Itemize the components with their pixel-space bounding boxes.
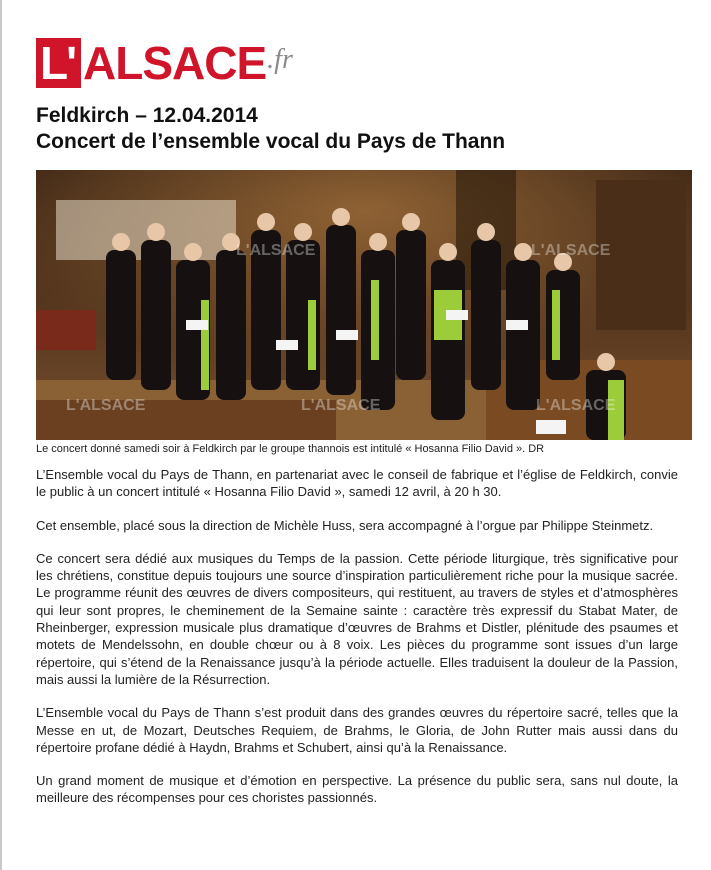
- logo-suffix: .fr: [267, 44, 293, 75]
- photo-watermark: L'ALSACE: [301, 397, 381, 414]
- photo-watermark: L'ALSACE: [531, 242, 611, 259]
- article-body: [36, 466, 678, 823]
- article-paragraph: Un grand moment de musique et d’émotion en perspective. La présence du public sera, sans nul doute, la meilleure des récompenses pour ces choristes passionnés.: [36, 773, 678, 806]
- photo-watermark: L'ALSACE: [236, 242, 316, 259]
- choir-photo: [36, 170, 692, 440]
- article-headline: [36, 103, 686, 155]
- headline-title: Concert de l’ensemble vocal du Pays de Thann: [36, 130, 506, 153]
- headline-place-date: Feldkirch – 12.04.2014: [36, 104, 258, 127]
- photo-watermark: L'ALSACE: [536, 397, 616, 414]
- article-paragraph: Ce concert sera dédié aux musiques du Temps de la passion. Cette période liturgique, très significative pour les chrétiens, constitue depuis toujours une source d’inspiration particulièrement riche pour la musique sacrée. Le programme réunit des œuvres de divers compositeurs, qui restituent, au travers de styles et d’atmosphères qui leur sont propres, le cheminement de la Semaine sainte : caractère très expressif du Stabat Mater, de Rheinberger, expression musicale plus dramatique d’œuvres de Brahms et Distler, plénitude des psaumes et motets de Mendelssohn, en double chœur ou à 8 voix. Les pièces du programme sont issues d’un large répertoire, qui s’étend de la Renaissance jusqu’à la période actuelle. Elles traduisent la douleur de la Passion, mais aussi la lumière de la Résurrection.: [36, 550, 678, 687]
- article-paragraph: L’Ensemble vocal du Pays de Thann s’est produit dans des grandes œuvres du répertoire sacré, telles que la Messe en ut, de Mozart, Deutsches Requiem, de Brahms, le Gloria, de John Rutter mais aussi dans du répertoire profane dédié à Haydn, Brahms et Schubert, ainsi qu’à la Renaissance.: [36, 705, 678, 755]
- logo-prefix: L': [36, 38, 81, 88]
- site-logo[interactable]: [36, 34, 293, 88]
- photo-caption: Le concert donné samedi soir à Feldkirch par le groupe thannois est intitulé « Hosanna Filio David ». DR: [36, 443, 545, 455]
- logo-wordmark: ALSACE: [83, 37, 267, 89]
- left-margin-rule: [0, 0, 2, 870]
- photo-watermark: L'ALSACE: [66, 397, 146, 414]
- article-photo: [36, 170, 692, 440]
- article-paragraph: L’Ensemble vocal du Pays de Thann, en partenariat avec le conseil de fabrique et l’église de Feldkirch, convie le public à un concert intitulé « Hosanna Filio David », samedi 12 avril, à 20 h 30.: [36, 467, 678, 500]
- article-paragraph: Cet ensemble, placé sous la direction de Michèle Huss, sera accompagné à l’orgue par Philippe Steinmetz.: [36, 517, 654, 533]
